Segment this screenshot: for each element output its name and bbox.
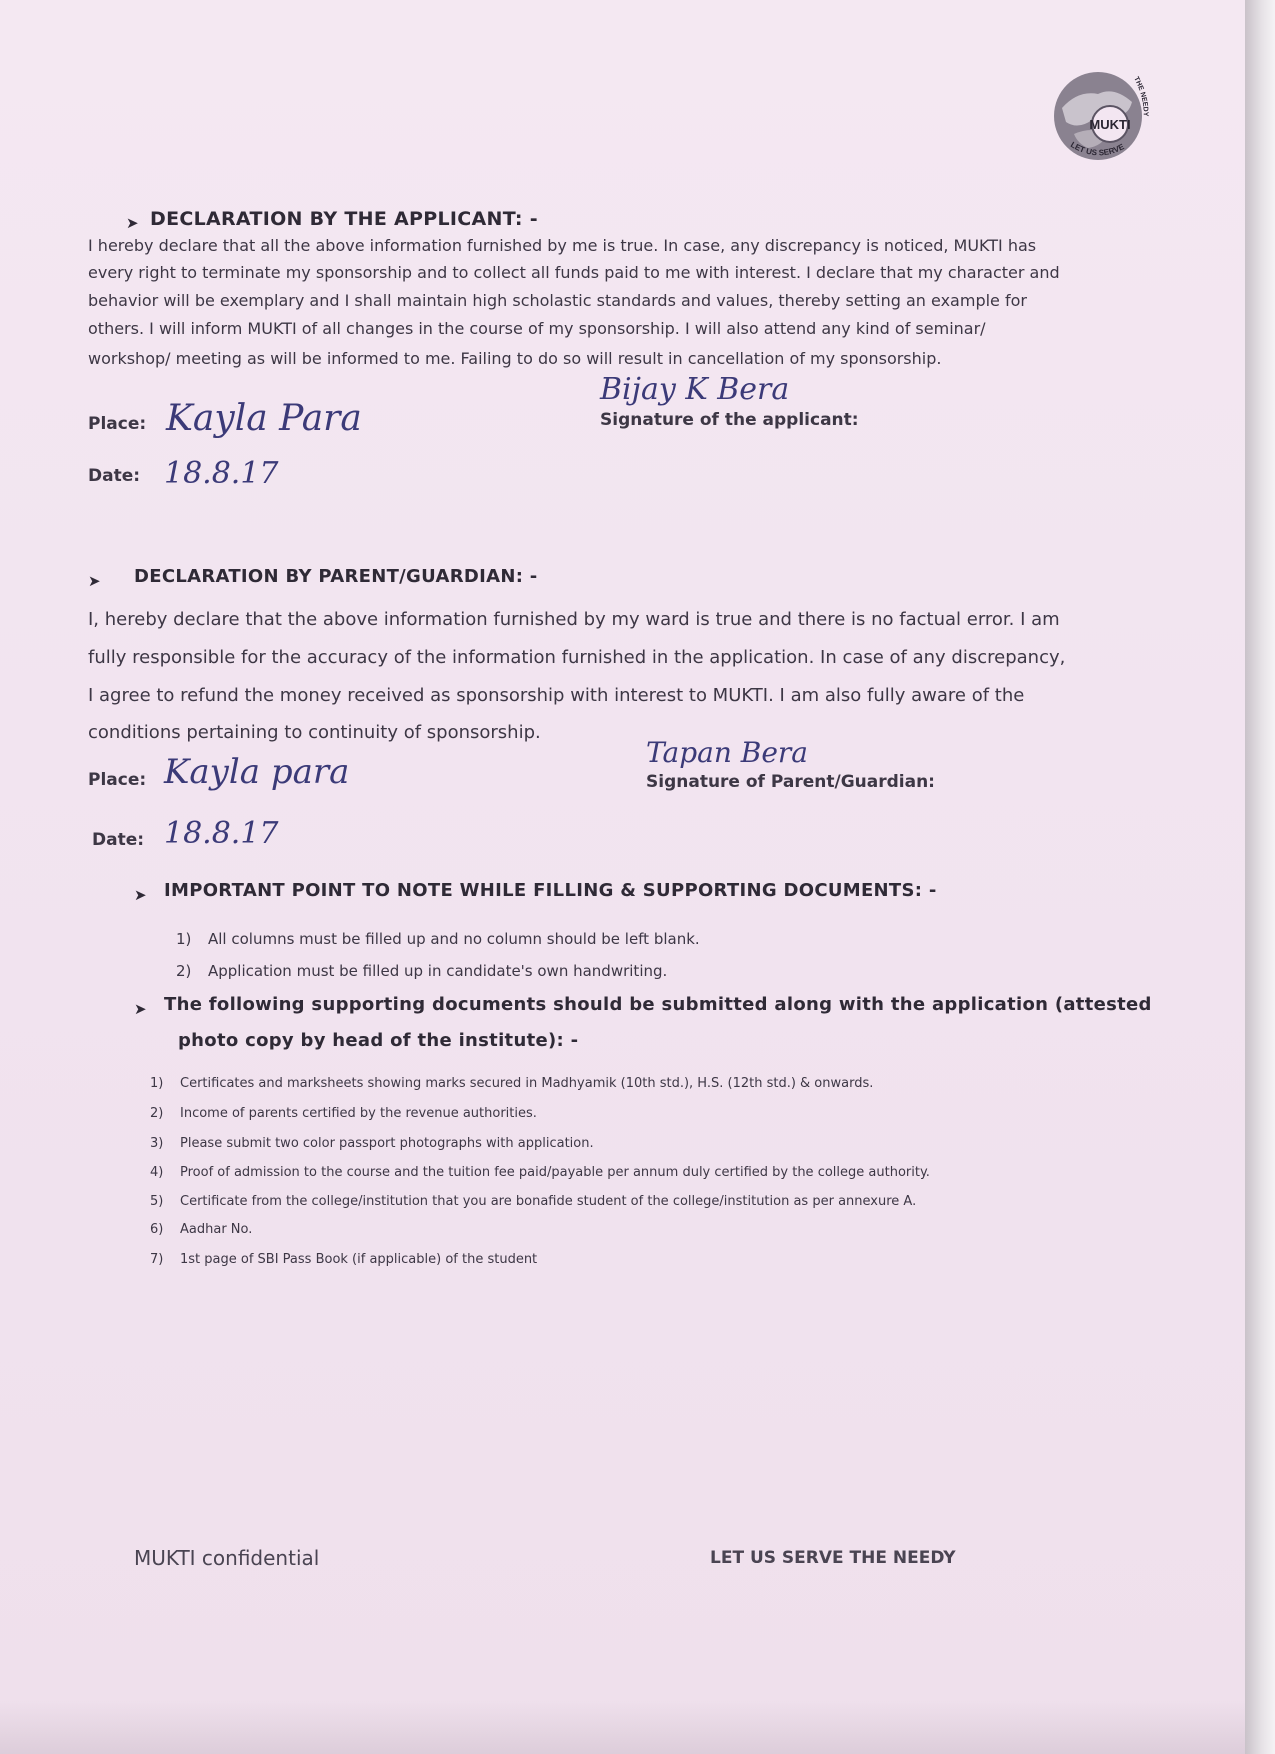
parent-line-3: I agree to refund the money received as sponsorship with interest to MUKTI. I am also fully aware of the <box>88 685 1025 706</box>
list-item: 3) Please submit two color passport photographs with application. <box>150 1136 594 1151</box>
parent-signature: Tapan Bera <box>646 736 808 769</box>
svg-text:MUKTI: MUKTI <box>1089 117 1131 132</box>
footer-confidential: MUKTI confidential <box>134 1546 320 1570</box>
applicant-line-3: behavior will be exemplary and I shall maintain high scholastic standards and values, thereby setting an example for <box>88 291 1027 310</box>
parent-signature-label: Signature of Parent/Guardian: <box>646 772 935 792</box>
applicant-line-1: I hereby declare that all the above information furnished by me is true. In case, any discrepancy is noticed, MUKTI has <box>88 236 1037 255</box>
list-item: 5) Certificate from the college/institution that you are bonafide student of the college/institution as per annexure A. <box>150 1194 917 1209</box>
list-item: 1) All columns must be filled up and no column should be left blank. <box>176 930 700 948</box>
bullet-arrow-icon: ➤ <box>134 886 147 904</box>
supporting-docs-heading: The following supporting documents should be submitted along with the application (attested <box>164 994 1152 1015</box>
mukti-logo <box>1048 64 1152 168</box>
page-bottom-shade <box>0 1700 1245 1754</box>
parent-place-value: Kayla para <box>164 752 350 792</box>
footer-tagline: LET US SERVE THE NEEDY <box>710 1548 956 1568</box>
applicant-line-2: every right to terminate my sponsorship and to collect all funds paid to me with interest. I declare that my character and <box>88 263 1060 282</box>
parent-line-4: conditions pertaining to continuity of sponsorship. <box>88 722 541 743</box>
applicant-place-label: Place: <box>88 414 147 434</box>
parent-declaration-heading: DECLARATION BY PARENT/GUARDIAN: - <box>134 566 538 587</box>
list-item: 2) Income of parents certified by the revenue authorities. <box>150 1106 537 1121</box>
svg-text:THE NEEDY: THE NEEDY <box>1132 75 1149 117</box>
parent-line-1: I, hereby declare that the above information furnished by my ward is true and there is no factual error. I am <box>88 609 1060 630</box>
list-item: 7) 1st page of SBI Pass Book (if applicable) of the student <box>150 1252 538 1267</box>
applicant-date-value: 18.8.17 <box>164 456 279 491</box>
bullet-arrow-icon: ➤ <box>88 572 101 590</box>
important-points-heading: IMPORTANT POINT TO NOTE WHILE FILLING & SUPPORTING DOCUMENTS: - <box>164 880 937 901</box>
parent-date-label: Date: <box>92 830 145 850</box>
parent-place-label: Place: <box>88 770 147 790</box>
supporting-docs-heading-cont: photo copy by head of the institute): - <box>178 1030 579 1051</box>
applicant-place-value: Kayla Para <box>166 398 362 439</box>
applicant-date-label: Date: <box>88 466 141 486</box>
bullet-arrow-icon: ➤ <box>134 1000 147 1018</box>
applicant-signature-label: Signature of the applicant: <box>600 410 859 430</box>
page-edge <box>1245 0 1275 1754</box>
applicant-line-4: others. I will inform MUKTI of all changes in the course of my sponsorship. I will also attend any kind of seminar/ <box>88 319 986 338</box>
parent-date-value: 18.8.17 <box>164 816 279 851</box>
list-item: 1) Certificates and marksheets showing marks secured in Madhyamik (10th std.), H.S. (12th std.) & onwards. <box>150 1076 874 1091</box>
list-item: 6) Aadhar No. <box>150 1222 253 1237</box>
parent-line-2: fully responsible for the accuracy of the information furnished in the application. In case of any discrepancy, <box>88 647 1066 668</box>
list-item: 2) Application must be filled up in candidate's own handwriting. <box>176 962 668 980</box>
bullet-arrow-icon: ➤ <box>126 214 139 232</box>
applicant-declaration-heading: DECLARATION BY THE APPLICANT: - <box>150 208 538 230</box>
list-item: 4) Proof of admission to the course and the tuition fee paid/payable per annum duly certified by the college authority. <box>150 1165 930 1180</box>
applicant-line-5: workshop/ meeting as will be informed to me. Failing to do so will result in cancellation of my sponsorship. <box>88 349 942 368</box>
applicant-signature: Bijay K Bera <box>600 372 790 407</box>
svg-text:LET US SERVE: LET US SERVE <box>1069 140 1126 158</box>
